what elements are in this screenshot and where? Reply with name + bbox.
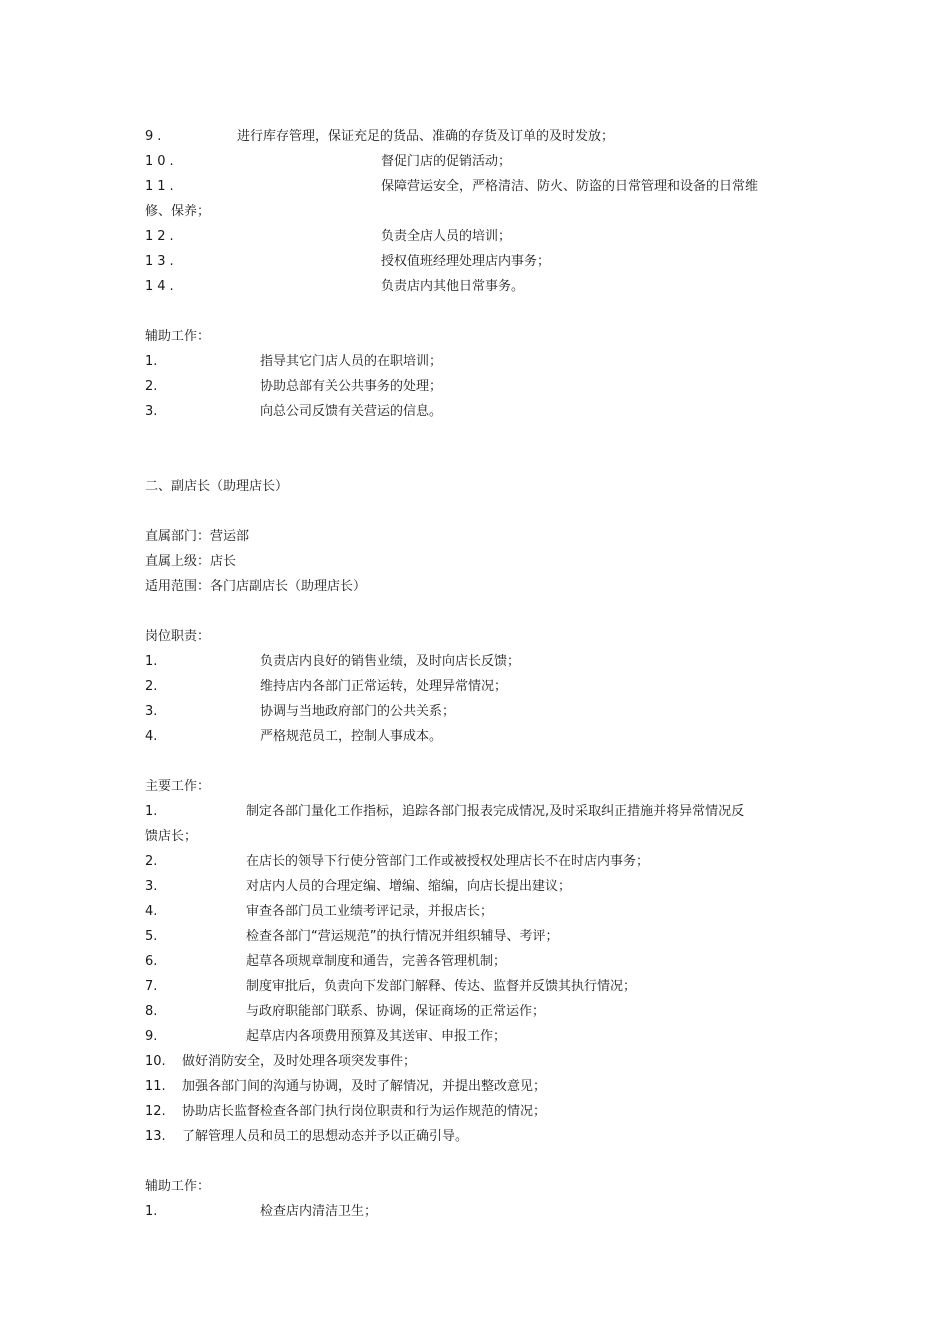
item-text: 向总公司反馈有关营运的信息。 [260,404,443,419]
duty-heading: 岗位职责： [145,629,211,644]
item-number: 5. [145,929,158,944]
item-text: 负责店内良好的销售业绩，及时向店长反馈； [260,654,521,669]
item-text: 加强各部门间的沟通与协调，及时了解情况，并提出整改意见； [182,1079,547,1094]
item-text: 检查店内清洁卫生； [260,1204,378,1219]
item-text: 进行库存管理，保证充足的货品、准确的存货及订单的及时发放； [237,129,615,144]
item-number: 10. [145,1054,166,1069]
item-text: 协调与当地政府部门的公共关系； [260,704,456,719]
item-number: 2. [145,679,158,694]
item-number: 8. [145,1004,158,1019]
dept-line: 直属部门：营运部 [145,529,250,544]
scope-line: 适用范围：各门店副店长（助理店长） [145,579,367,594]
item-number: 11. [145,179,178,194]
item-text: 审查各部门员工业绩考评记录，并报店长； [246,904,494,919]
item-number: 13. [145,1129,166,1144]
item-number: 13. [145,254,178,269]
main-heading: 主要工作： [145,779,211,794]
item-text: 与政府职能部门联系、协调，保证商场的正常运作； [246,1004,546,1019]
item-number: 3. [145,879,158,894]
item-text: 保障营运安全，严格清洁、防火、防盗的日常管理和设备的日常维 [381,179,759,194]
item-text: 对店内人员的合理定编、增编、缩编，向店长提出建议； [246,879,572,894]
item-number: 1. [145,804,158,819]
item-text: 督促门店的促销活动； [381,154,512,169]
item-number: 1. [145,654,158,669]
item-number: 9. [145,1029,158,1044]
item-text: 制度审批后，负责向下发部门解释、传达、监督并反馈其执行情况； [246,979,637,994]
section-title: 二、副店长（助理店长） [145,479,289,494]
item-number: 6. [145,954,158,969]
item-number: 9. [145,129,166,144]
item-text: 维持店内各部门正常运转，处理异常情况； [260,679,508,694]
item-number: 2. [145,854,158,869]
item-number: 3. [145,704,158,719]
item-text: 了解管理人员和员工的思想动态并予以正确引导。 [182,1129,469,1144]
superior-line: 直属上级：店长 [145,554,237,569]
item-text: 起草各项规章制度和通告，完善各管理机制； [246,954,507,969]
item-text: 协助店长监督检查各部门执行岗位职责和行为运作规范的情况； [182,1104,547,1119]
item-text-continued: 修、保养； [145,204,211,219]
item-text: 制定各部门量化工作指标，追踪各部门报表完成情况,及时采取纠正措施并将异常情况反 [246,804,745,819]
item-text: 负责店内其他日常事务。 [381,279,525,294]
item-text: 起草店内各项费用预算及其送审、申报工作； [246,1029,507,1044]
item-text: 负责全店人员的培训； [381,229,512,244]
item-text: 授权值班经理处理店内事务； [381,254,551,269]
aux-heading: 辅助工作： [145,1179,211,1194]
item-text: 指导其它门店人员的在职培训； [260,354,443,369]
item-number: 12. [145,1104,166,1119]
item-number: 4. [145,729,158,744]
item-number: 7. [145,979,158,994]
item-number: 11. [145,1079,166,1094]
item-number: 1. [145,354,158,369]
item-number: 12. [145,229,178,244]
item-number: 14. [145,279,178,294]
item-text: 协助总部有关公共事务的处理； [260,379,443,394]
item-number: 1. [145,1204,158,1219]
aux-heading: 辅助工作： [145,329,211,344]
item-number: 2. [145,379,158,394]
item-text: 做好消防安全，及时处理各项突发事件； [182,1054,417,1069]
item-text: 检查各部门“营运规范”的执行情况并组织辅导、考评； [246,929,559,944]
item-number: 3. [145,404,158,419]
item-number: 4. [145,904,158,919]
item-text: 在店长的领导下行使分管部门工作或被授权处理店长不在时店内事务； [246,854,650,869]
item-number: 10. [145,154,178,169]
item-text-continued: 馈店长； [145,829,198,844]
item-text: 严格规范员工，控制人事成本。 [260,729,443,744]
